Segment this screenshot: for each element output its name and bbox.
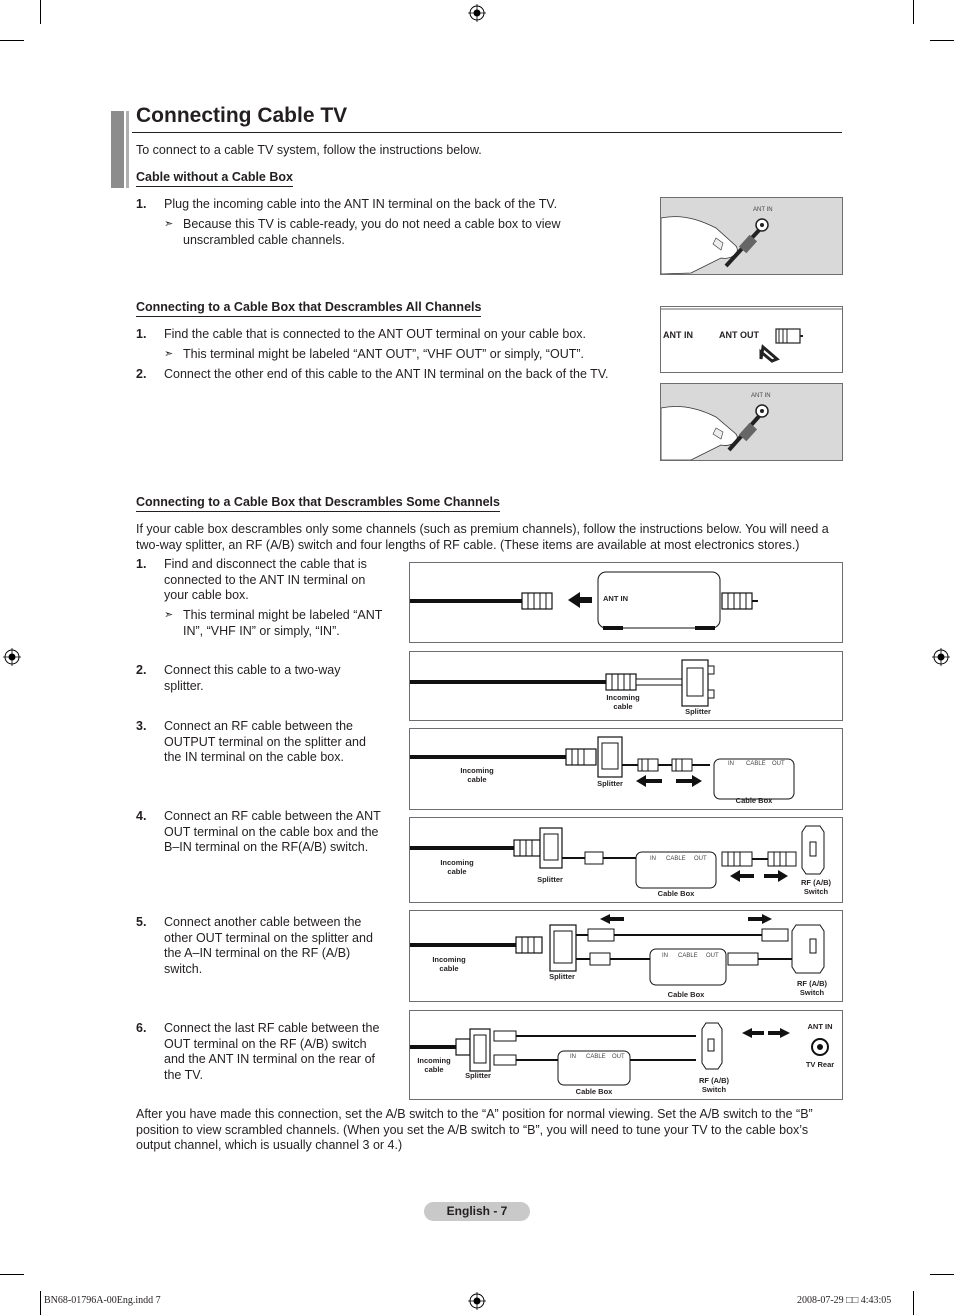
step-text: Connect this cable to a two-way splitter. — [164, 663, 341, 693]
out-port-label: OUT — [706, 953, 719, 959]
ant-in-label: ANT IN — [663, 330, 693, 340]
incoming-cable-label: Incoming cable — [460, 766, 494, 784]
cable-port-label: CABLE — [666, 856, 686, 862]
splitter-label: Splitter — [465, 1071, 491, 1080]
rf-switch-label: RF (A/B) Switch — [797, 979, 827, 997]
step-text: Plug the incoming cable into the ANT IN terminal on the back of the TV. — [164, 197, 558, 211]
step-number: 2. — [136, 663, 147, 677]
step-text: Connect the other end of this cable to the ANT IN terminal on the back of the TV. — [164, 367, 609, 381]
out-port-label: OUT — [612, 1054, 625, 1060]
incoming-cable-label: Incoming cable — [606, 693, 640, 711]
in-port-label: IN — [728, 761, 734, 767]
crop-mark — [0, 40, 24, 41]
ant-in-photo — [660, 197, 843, 275]
splitter-label: Splitter — [537, 875, 563, 884]
note-text: This terminal might be labeled “ANT IN”, “VHF IN” or simply, “IN”. — [183, 608, 383, 638]
title-rule — [132, 132, 842, 133]
rf-switch-label: RF (A/B) Switch — [699, 1076, 729, 1094]
ant-in-label: ANT IN — [603, 594, 628, 603]
out-port-label: OUT — [772, 761, 785, 767]
incoming-cable-label: Incoming cable — [432, 955, 466, 973]
step-number: 3. — [136, 719, 147, 733]
intro-text: To connect to a cable TV system, follow the instructions below. — [136, 143, 482, 157]
splitter-to-rf-switch-diagram — [409, 910, 843, 1002]
note-text: This terminal might be labeled “ANT OUT”, “VHF OUT” or simply, “OUT”. — [183, 347, 584, 361]
note-text: Because this TV is cable-ready, you do not need a cable box to view unscrambled cable channels. — [183, 217, 561, 247]
cable-box-label: Cable Box — [667, 990, 705, 999]
crop-mark — [40, 1291, 41, 1315]
registration-mark-icon — [932, 648, 950, 666]
ant-in-photo — [660, 383, 843, 461]
step-number: 1. — [136, 327, 147, 341]
page-title: Connecting Cable TV — [136, 104, 348, 127]
incoming-cable-label: Incoming cable — [440, 858, 474, 876]
cable-box-to-rf-switch-diagram — [409, 817, 843, 903]
footer-date: 2008-07-29 □□ 4:43:05 — [797, 1295, 892, 1306]
step-number: 5. — [136, 915, 147, 929]
step-number: 6. — [136, 1021, 147, 1035]
cable-box-ant-out-diagram — [660, 306, 843, 373]
crop-mark — [913, 1291, 914, 1315]
ant-in-label: ANT IN — [807, 1022, 833, 1031]
cable-port-label: CABLE — [586, 1054, 606, 1060]
splitter-connection-diagram — [409, 651, 843, 721]
step-number: 2. — [136, 367, 147, 381]
crop-mark — [913, 0, 914, 24]
crop-mark — [930, 1274, 954, 1275]
cable-port-label: CABLE — [678, 953, 698, 959]
step-number: 1. — [136, 197, 147, 211]
crop-mark — [40, 0, 41, 24]
cable-port-label: CABLE — [746, 761, 766, 767]
step-text: Connect an RF cable between the ANT OUT terminal on the cable box and the B–IN terminal on the RF(A/B) switch. — [164, 809, 381, 854]
step-text: Connect an RF cable between the OUTPUT terminal on the splitter and the IN terminal on the cable box. — [164, 719, 366, 764]
in-port-label: IN — [650, 856, 656, 862]
step-text: Connect the last RF cable between the OUT terminal on the RF (A/B) switch and the ANT IN terminal on the rear of the TV. — [164, 1021, 380, 1082]
ant-in-label: ANT IN — [753, 207, 773, 213]
rf-switch-to-tv-diagram — [409, 1010, 843, 1100]
page-number-badge: English - 7 — [424, 1202, 530, 1221]
crop-mark — [0, 1274, 24, 1275]
cable-box-label: Cable Box — [657, 889, 695, 898]
note-arrow-icon: ➣ — [164, 218, 174, 230]
section-sidebar-bar-accent — [126, 111, 129, 188]
registration-mark-icon — [3, 648, 21, 666]
splitter-label: Splitter — [685, 707, 711, 716]
splitter-to-cable-box-diagram — [409, 728, 843, 810]
cable-box-label: Cable Box — [575, 1087, 613, 1096]
incoming-cable-label: Incoming cable — [417, 1056, 451, 1074]
crop-mark — [930, 40, 954, 41]
step-number: 4. — [136, 809, 147, 823]
section-sidebar-bar — [111, 111, 124, 188]
cable-box-label: Cable Box — [735, 796, 773, 805]
section-heading: Cable without a Cable Box — [136, 170, 293, 187]
in-port-label: IN — [570, 1054, 576, 1060]
step-text: Connect another cable between the other OUT terminal on the splitter and the A–IN terminal on the RF (A/B) switch. — [164, 915, 373, 976]
ant-out-label: ANT OUT — [719, 330, 759, 340]
in-port-label: IN — [662, 953, 668, 959]
out-port-label: OUT — [694, 856, 707, 862]
section-heading: Connecting to a Cable Box that Descrambles Some Channels — [136, 495, 500, 512]
section-intro: If your cable box descrambles only some channels (such as premium channels), follow the instructions below. You will need a two-way splitter, an RF (A/B) switch and four lengths of RF cable. (These items are available at most electronics stores.) — [136, 522, 829, 552]
step-text: Find the cable that is connected to the ANT OUT terminal on your cable box. — [164, 327, 586, 341]
registration-mark-icon — [468, 4, 486, 22]
step-number: 1. — [136, 557, 147, 571]
footer-file: BN68-01796A-00Eng.indd 7 — [44, 1295, 161, 1306]
splitter-label: Splitter — [549, 972, 575, 981]
splitter-label: Splitter — [597, 779, 623, 788]
disconnect-ant-in-diagram — [409, 562, 843, 643]
section-heading: Connecting to a Cable Box that Descrambles All Channels — [136, 300, 481, 317]
registration-mark-icon — [468, 1292, 486, 1310]
note-arrow-icon: ➣ — [164, 348, 174, 360]
ant-in-label: ANT IN — [751, 393, 771, 399]
tv-rear-label: TV Rear — [805, 1060, 835, 1069]
step-text: Find and disconnect the cable that is connected to the ANT IN terminal on your cable box. — [164, 557, 367, 602]
note-arrow-icon: ➣ — [164, 609, 174, 621]
rf-switch-label: RF (A/B) Switch — [801, 878, 831, 896]
outro-text: After you have made this connection, set the A/B switch to the “A” position for normal viewing. Set the A/B switch to the “B” position to view scrambled channels. (When you set the A/B switch to “B”, you will need to tune your TV to the cable box’s output channel, which is usually channel 3 or 4.) — [136, 1107, 813, 1152]
